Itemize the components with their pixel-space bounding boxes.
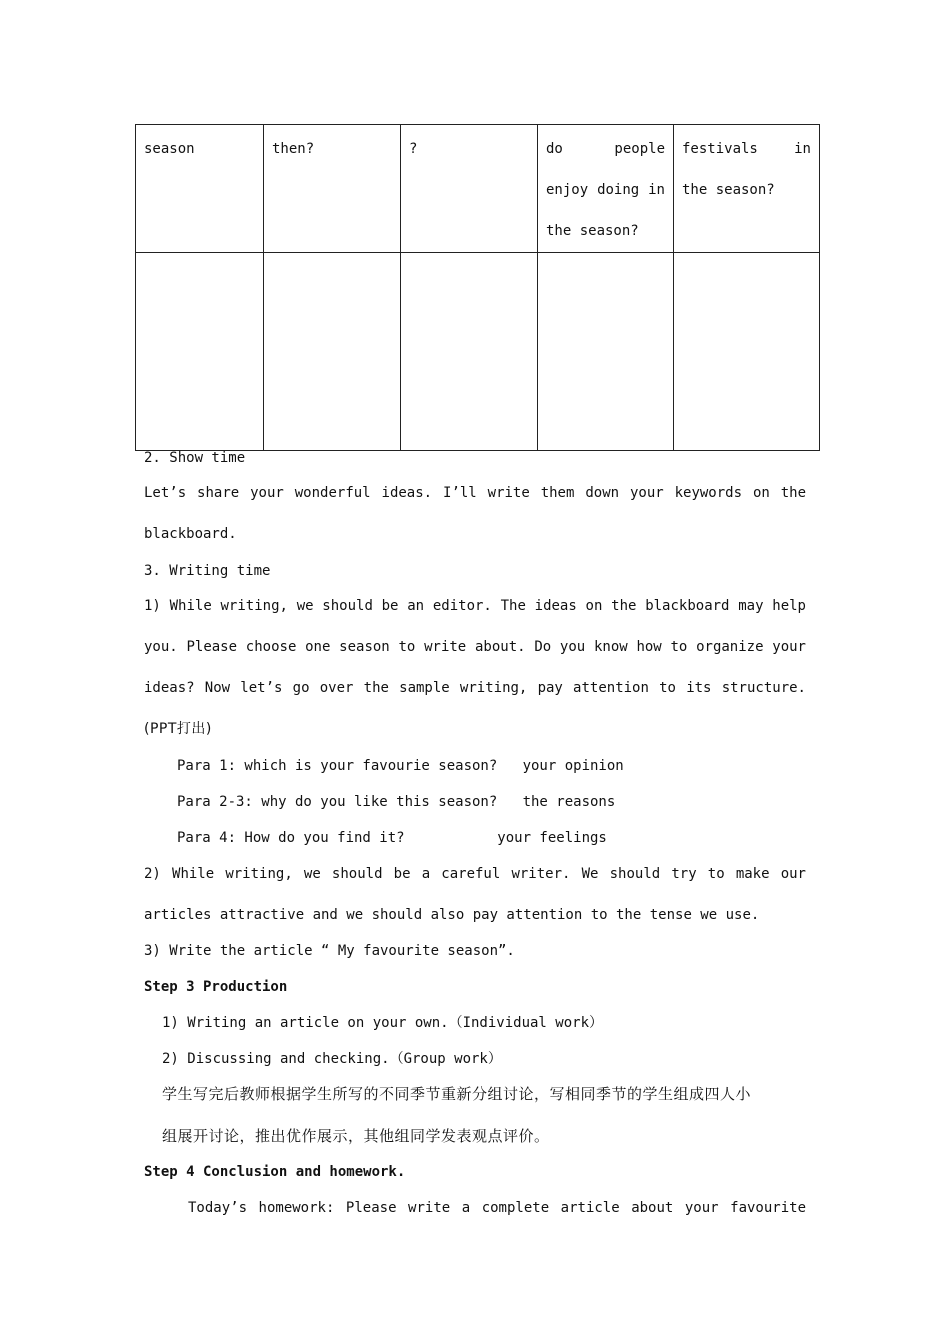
paragraph-line: 组展开讨论，推出优作展示，其他组同学发表观点评价。: [162, 1127, 550, 1145]
table-cell-empty: [264, 253, 401, 451]
table-cell: [538, 125, 674, 253]
cell-text: season: [144, 141, 195, 157]
paragraph-line: 3) Write the article “ My favourite season”.: [144, 943, 515, 959]
paragraph-line: blackboard.: [144, 526, 237, 542]
table-cell-empty: [136, 253, 264, 451]
paragraph-line: Today’s homework: Please write a complete article about your favourite: [188, 1200, 806, 1216]
table-row: [136, 125, 820, 253]
cell-text: ?: [409, 141, 418, 157]
paragraph-line: 学生写完后教师根据学生所写的不同季节重新分组讨论，写相同季节的学生组成四人小: [162, 1085, 752, 1103]
cell-text: the season?: [682, 182, 775, 198]
list-item: 2) Discussing and checking.（Group work）: [162, 1051, 502, 1067]
step-heading: Step 3 Production: [144, 979, 288, 995]
outline-item: Para 4: How do you find it? your feelings: [177, 830, 607, 846]
table-cell-empty: [538, 253, 674, 451]
outline-item: Para 2-3: why do you like this season? the reasons: [177, 794, 616, 810]
cell-text: the season?: [546, 223, 639, 239]
section-heading: 2. Show time: [144, 450, 246, 466]
paragraph-line: 2) While writing, we should be a careful writer. We should try to make our: [144, 866, 806, 882]
cell-text: then?: [272, 141, 315, 157]
paragraph-line: Let’s share your wonderful ideas. I’ll write them down your keywords on the: [144, 485, 806, 501]
table-cell-empty: [401, 253, 538, 451]
paragraph-line: (PPT打出): [144, 721, 212, 737]
cell-text: do people: [546, 141, 665, 157]
brainstorm-table: [135, 124, 820, 451]
table-cell-empty: [674, 253, 820, 451]
table-cell: [264, 125, 401, 253]
table-cell: [136, 125, 264, 253]
paragraph-line: articles attractive and we should also pay attention to the tense we use.: [144, 907, 760, 923]
paragraph-line: ideas? Now let’s go over the sample writing, pay attention to its structure.: [144, 680, 806, 696]
outline-item: Para 1: which is your favourie season? your opinion: [177, 758, 624, 774]
cell-text: enjoy doing in: [546, 182, 665, 198]
cell-text: festivals in: [682, 141, 811, 157]
table-cell: [401, 125, 538, 253]
table-cell: [674, 125, 820, 253]
table-row: [136, 253, 820, 451]
section-heading: 3. Writing time: [144, 563, 271, 579]
paragraph-line: 1) While writing, we should be an editor. The ideas on the blackboard may help: [144, 598, 806, 614]
step-heading: Step 4 Conclusion and homework.: [144, 1164, 406, 1180]
list-item: 1) Writing an article on your own.（Individual work）: [162, 1015, 604, 1031]
paragraph-line: you. Please choose one season to write about. Do you know how to organize your: [144, 639, 806, 655]
